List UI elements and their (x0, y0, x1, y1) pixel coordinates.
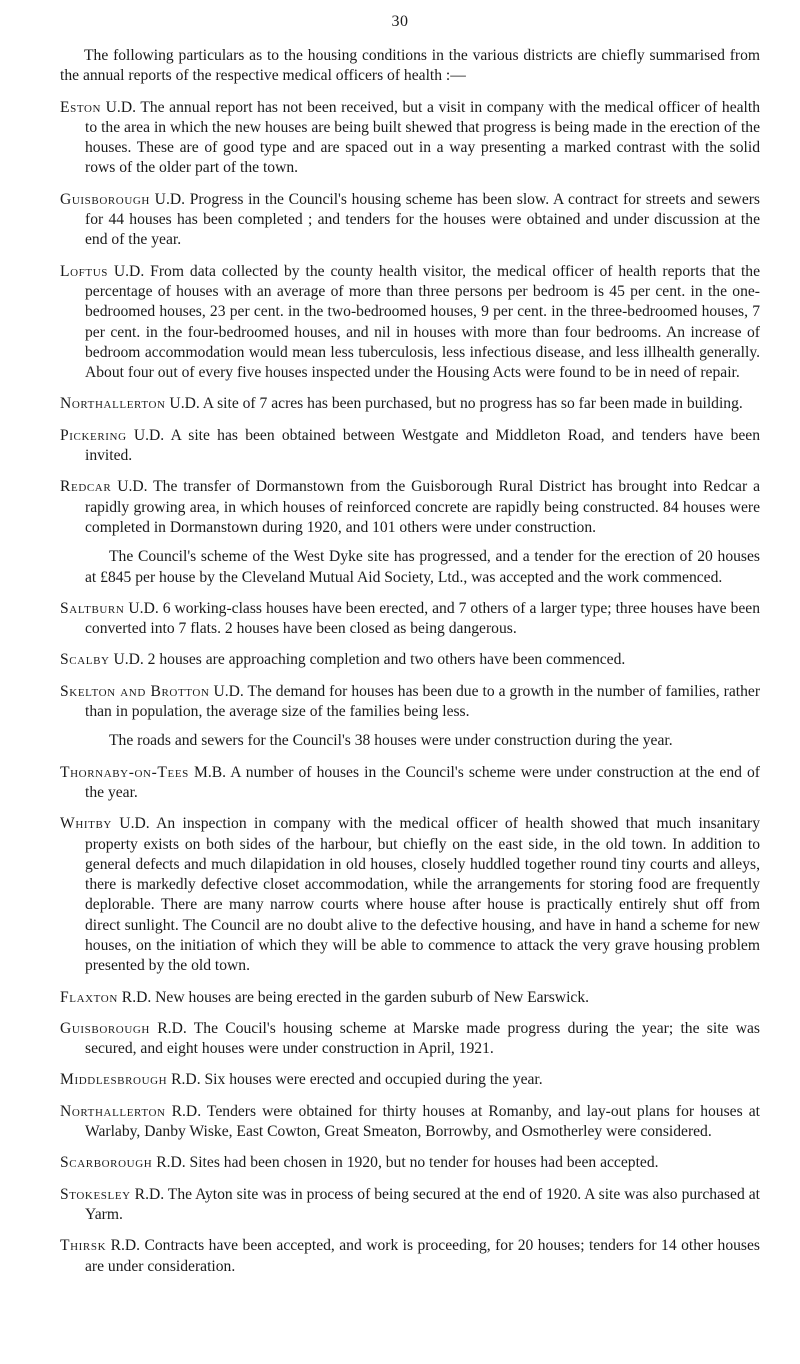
entry-text: From data collected by the county health visitor, the medical officer of health reports that the percentage of houses with an average of more than three persons per bedroom is 45 per cent. in the one-bedroomed houses, 23 per cent. in the two-bedroomed houses, 9 per cent. in the three-bedroomed houses, 7 per cent. in the four-bedroomed houses, and nil in houses with more than four bedrooms. An increase of bedroom accommodation would mean less tuberculosis, less infectious disease, and less illhealth generally. About four out of every five houses inspected under the Housing Acts were found to be in need of repair. (85, 262, 761, 382)
entry-text: Sites had been chosen in 1920, but no tender for houses had been accepted. (185, 1154, 659, 1172)
entry-paragraph (60, 262, 761, 384)
entry-paragraph (60, 394, 760, 414)
district-entry (60, 98, 760, 179)
district-name: Scarborough (60, 1154, 153, 1172)
district-type: U.D. (124, 599, 159, 617)
district-type: R.D. (152, 1154, 186, 1172)
district-entry (60, 426, 760, 467)
entry-continuation-paragraph: The Council's scheme of the West Dyke site has progressed, and a tender for the erection of 20 houses at £845 per house by the Cleveland Mutual Aid Society, Ltd., was accepted and the work commenced. (85, 548, 760, 586)
district-entry (60, 988, 760, 1008)
entry-continuation-paragraph: The roads and sewers for the Council's 38 houses were under construction during the year. (109, 732, 673, 750)
entry-text: 2 houses are approaching completion and two others have been commenced. (143, 651, 626, 669)
district-name: Stokesley (60, 1185, 131, 1203)
entry-paragraph (60, 988, 760, 1008)
district-type: U.D. (149, 190, 185, 208)
entry-text: A number of houses in the Council's scheme were under construction at the end of the year. (85, 763, 760, 801)
entry-paragraph (60, 1070, 760, 1090)
entry-paragraph (60, 599, 761, 640)
intro-paragraph: The following particulars as to the housing conditions in the various districts are chiefly summarised from the annual reports of the respective medical officers of health :— (60, 47, 760, 85)
entry-text: An inspection in company with the medical officer of health showed that much insanitary property exists on both sides of the harbour, but chiefly on the east side, in the old town. In addition to general defects and much dilapidation in old houses, closely huddled together round tiny courts and alleys, there is markedly defective closet accommodation, while the arrangements for storing food are frequently deplorable. There are many narrow courts where house after house is practically entirely shut off from direct sunlight. The Council are no doubt alive to the defective housing, and have in hand a scheme for new houses, on the initiation of which they will be able to commence to attack the very grave housing problem presented by the old town. (85, 815, 760, 975)
entry-paragraph (60, 426, 761, 467)
district-name: Scalby (60, 651, 110, 669)
district-entry (60, 190, 760, 251)
district-name: Flaxton (60, 988, 118, 1006)
district-name: Guisborough (60, 190, 150, 208)
district-name: Northallerton (60, 395, 166, 413)
district-entries (60, 98, 760, 1277)
district-entry (60, 477, 760, 587)
district-type: M.B. (188, 763, 227, 781)
district-type: R.D. (165, 1102, 202, 1120)
district-type: R.D. (106, 1237, 141, 1255)
district-type: U.D. (165, 395, 200, 413)
district-entry (60, 1153, 760, 1173)
district-name: Pickering (60, 426, 127, 444)
entry-text: New houses are being erected in the garden suburb of New Earswick. (151, 988, 590, 1006)
entry-text: Six houses were erected and occupied during the year. (200, 1071, 543, 1089)
district-name: Skelton and Brotton (60, 682, 210, 700)
entry-paragraph (60, 477, 760, 538)
district-type: R.D. (117, 988, 152, 1006)
district-type: R.D. (130, 1185, 165, 1203)
entry-paragraph (60, 763, 760, 804)
district-name: Eston (60, 98, 102, 116)
district-entry (60, 682, 760, 752)
district-entry (60, 1019, 760, 1060)
entry-text: Contracts have been accepted, and work is proceeding, for 20 houses; tenders for 14 other houses are under consideration. (85, 1237, 760, 1275)
entry-paragraph (60, 1153, 760, 1173)
entry-paragraph (60, 814, 760, 976)
entry-paragraph (60, 190, 760, 251)
entry-text: The demand for houses has been due to a growth in the number of families, rather than in population, the average size of the families being less. (85, 682, 761, 721)
district-type: U.D. (107, 262, 145, 280)
district-type: U.D. (109, 651, 144, 669)
entry-text: Tenders were obtained for thirty houses at Romanby, and lay-out plans for houses at Warlaby, Danby Wiske, East Cowton, Great Smeaton, Borrowby, and Osmotherley were considered. (85, 1102, 760, 1141)
district-type: R.D. (167, 1071, 201, 1089)
district-name: Thirsk (60, 1237, 107, 1255)
entry-text: The annual report has not been received, but a visit in company with the medical officer of health to the area in which the new houses are being built shewed that progress is being made in the erection of the houses. These are of good type and are spaced out in a way presenting a marked contrast with the solid rows of the older part of the town. (85, 98, 761, 177)
district-type: U.D. (111, 815, 150, 833)
entry-paragraph (60, 1236, 760, 1277)
district-entry (60, 1185, 760, 1226)
entry-paragraph (60, 650, 760, 670)
district-entry (60, 599, 760, 640)
entry-text: A site of 7 acres has been purchased, but no progress has so far been made in building. (199, 395, 743, 413)
district-type: U.D. (101, 98, 136, 116)
district-name: Thornaby-on-Tees (60, 763, 189, 781)
district-name: Guisborough (60, 1019, 150, 1037)
district-name: Whitby (60, 815, 112, 833)
district-entry (60, 1236, 760, 1277)
district-name: Saltburn (60, 599, 125, 617)
entry-text: 6 working-class houses have been erected, and 7 others of a larger type; three houses have been converted into 7 flats. 2 houses have been closed as being dangerous. (85, 599, 761, 638)
district-entry (60, 262, 760, 384)
entry-paragraph (60, 1102, 760, 1143)
district-type: U.D. (209, 682, 244, 700)
entry-text: The Coucil's housing scheme at Marske made progress during the year; the site was secured, and eight houses were under construction in April, 1921. (85, 1019, 760, 1058)
entry-text: The transfer of Dormanstown from the Guisborough Rural District has brought into Redcar a rapidly growing area, in which houses of reinforced concrete are rapidly being constructed. 84 houses were completed in Dormanstown during 1920, and 101 others were under construction. (85, 478, 760, 536)
entry-paragraph (60, 98, 761, 179)
district-entry (60, 763, 760, 804)
district-entry (60, 1102, 760, 1143)
entry-text: A site has been obtained between Westgate and Middleton Road, and tenders have been invited. (85, 426, 761, 465)
page-number: 30 (391, 13, 409, 30)
district-name: Redcar (60, 478, 112, 496)
district-name: Northallerton (60, 1102, 166, 1120)
entry-paragraph (60, 1019, 760, 1060)
page-content (60, 46, 760, 1288)
district-type: U.D. (126, 426, 165, 444)
district-type: R.D. (149, 1019, 187, 1037)
entry-text: The Ayton site was in process of being secured at the end of 1920. A site was also purchased at Yarm. (85, 1185, 760, 1223)
entry-paragraph (60, 1185, 760, 1226)
district-name: Middlesbrough (60, 1071, 168, 1089)
district-entry (60, 394, 760, 414)
entry-paragraph (60, 682, 761, 723)
entry-text: Progress in the Council's housing scheme has been slow. A contract for streets and sewers for 44 houses has been completed ; and tenders for the houses were obtained and under discussion at the end of the year. (85, 190, 760, 249)
district-name: Loftus (60, 262, 108, 280)
district-entry (60, 814, 760, 976)
district-entry (60, 1070, 760, 1090)
district-entry (60, 650, 760, 670)
district-type: U.D. (111, 478, 148, 496)
